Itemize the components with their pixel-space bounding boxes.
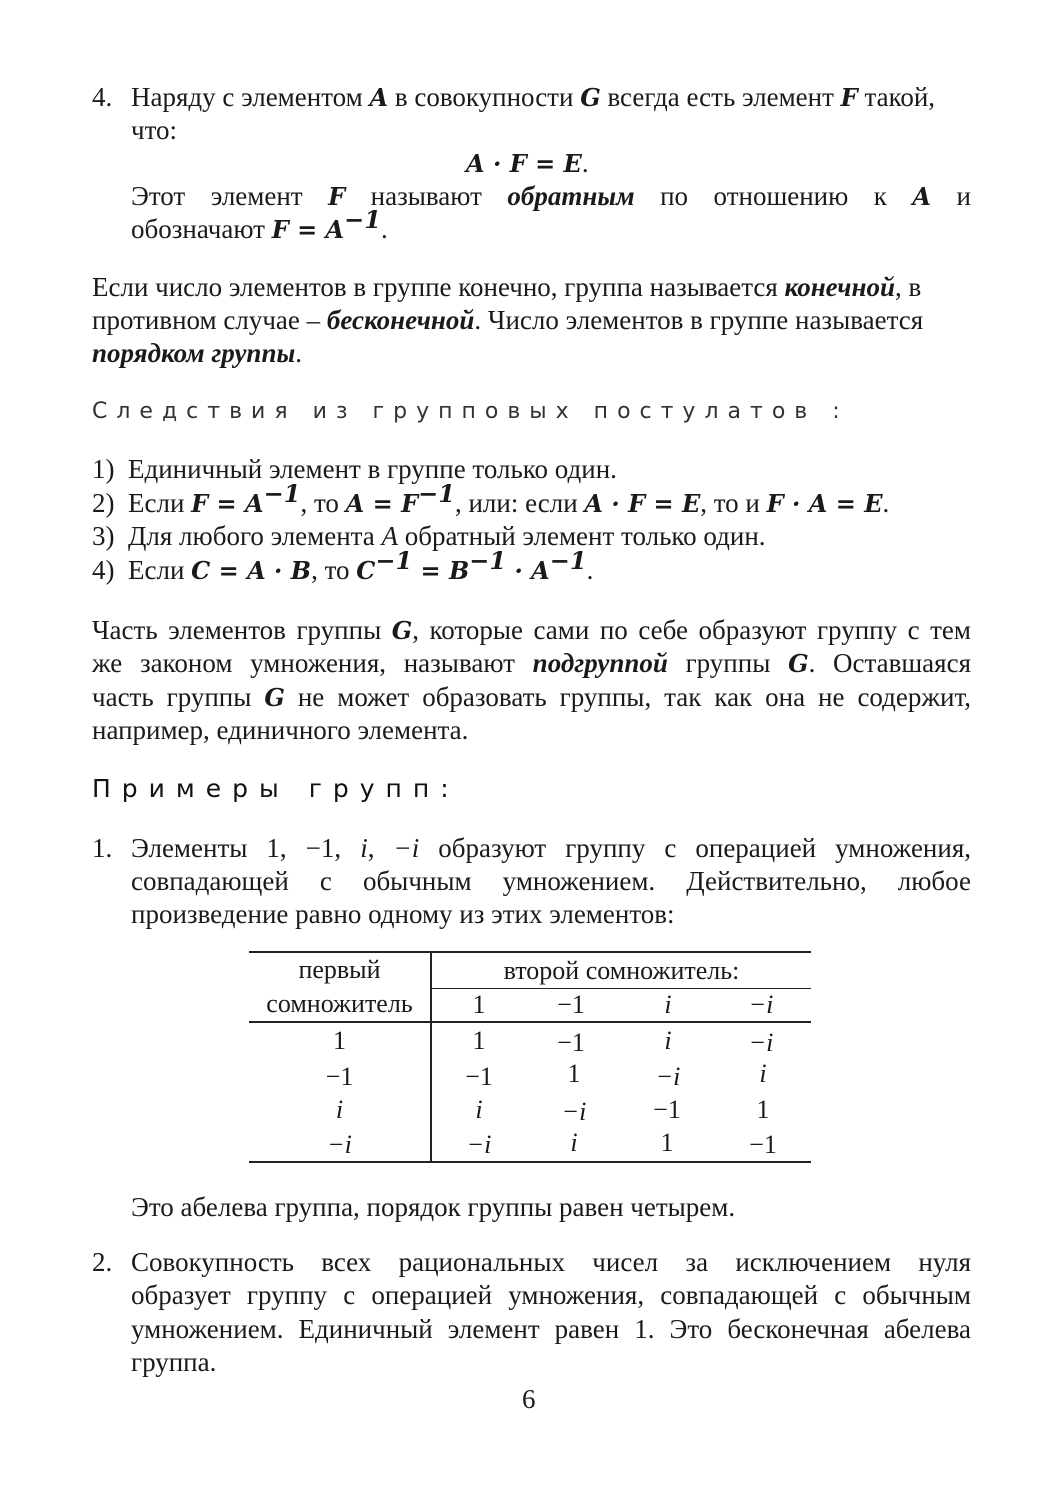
- example-1-number: 1.: [92, 833, 113, 863]
- example-2-line-3: умножением. Единичный элемент равен 1. Это бесконечная абелева: [131, 1314, 971, 1344]
- item-4-line-3: Этот элемент F называют обратным по отношению к A и: [131, 181, 971, 211]
- first-factor-header-1: первый: [298, 955, 381, 984]
- example-1-line-1: Элементы 1, −1, i, −i образуют группу с операцией умножения,: [131, 833, 972, 863]
- example-2-line-2: образует группу с операцией умножения, совпадающей с обычным: [131, 1280, 971, 1310]
- col-header: i: [664, 990, 672, 1019]
- first-factor-header-2: сомножитель: [266, 989, 413, 1018]
- table-bottom-rule: [249, 1161, 811, 1163]
- finite-group-line-1: Если число элементов в группе конечно, группа называется конечной, в: [92, 272, 922, 302]
- item-4-line-2: что:: [131, 115, 178, 145]
- subgroup-line-4: например, единичного элемента.: [92, 715, 469, 745]
- table-cell: −i: [561, 1097, 587, 1126]
- corollary-4: 4) Если C = A · B, то $C^{-1} = B^{-1} \cdot A^{-1}$.: [92, 546, 594, 585]
- row-label: −i: [327, 1130, 352, 1159]
- table-cell: i: [664, 1026, 672, 1055]
- col-header: 1: [472, 990, 486, 1019]
- example-1-line-2: совпадающей с обычным умножением. Действительно, любое: [131, 866, 971, 896]
- table-cell: −1: [749, 1130, 777, 1159]
- corollary-1: 1) Единичный элемент в группе только один.: [92, 454, 617, 484]
- table-cell: i: [475, 1095, 483, 1124]
- corollary-2: 2) Если $F = A^{-1}$, то $A = F^{-1}$, или: если A · F = E, то и F · A = E.: [92, 479, 890, 518]
- row-label: 1: [333, 1026, 346, 1055]
- table-cell: 1: [472, 1026, 486, 1055]
- corollary-3: 3) Для любого элемента A обратный элемент только один.: [92, 521, 766, 551]
- table-cell: 1: [660, 1128, 674, 1157]
- table-cell: −1: [557, 1028, 585, 1057]
- inverse-formula: A · F = E.: [466, 148, 589, 178]
- col-header: −i: [748, 990, 774, 1019]
- table-cell: −i: [466, 1130, 492, 1159]
- table-cell: −i: [748, 1028, 774, 1057]
- corollaries-heading: Следствия из групповых постулатов :: [92, 399, 849, 424]
- examples-heading: Примеры групп:: [92, 774, 460, 803]
- table-cell: −i: [655, 1062, 681, 1091]
- second-factor-header: второй сомножитель:: [503, 956, 740, 985]
- subgroup-line-1: Часть элементов группы G, которые сами по себе образуют группу с тем: [92, 615, 971, 645]
- finite-group-line-3: порядком группы.: [92, 338, 302, 368]
- table-cell: 1: [756, 1095, 770, 1124]
- example-2-line-4: группа.: [131, 1347, 217, 1377]
- table-cell: 1: [567, 1059, 581, 1088]
- table-cell: i: [759, 1059, 767, 1088]
- item-4-number: 4.: [92, 82, 113, 112]
- row-label: −1: [325, 1062, 354, 1091]
- page-number: 6: [522, 1384, 536, 1414]
- row-label: i: [335, 1095, 344, 1124]
- item-4-line-1: Наряду с элементом A в совокупности G всегда есть элемент F такой,: [131, 82, 936, 112]
- finite-group-line-2: противном случае – бесконечной. Число элементов в группе называется: [92, 305, 924, 335]
- subgroup-line-2: же законом умножения, называют подгруппой группы G. Оставшаяся: [92, 648, 971, 678]
- table-cell: i: [570, 1128, 578, 1157]
- table-cell: −1: [465, 1062, 493, 1091]
- multiplication-table: [249, 951, 811, 1163]
- example-1-line-3: произведение равно одному из этих элементов:: [131, 899, 675, 929]
- table-header-rule: [249, 1021, 811, 1023]
- col-header: −1: [557, 990, 585, 1019]
- example-1-note: Это абелева группа, порядок группы равен четырем.: [131, 1192, 736, 1222]
- item-4-line-4: обозначают $F = A^{-1}$.: [131, 205, 388, 244]
- example-2-number: 2.: [92, 1247, 113, 1277]
- example-2-line-1: Совокупность всех рациональных чисел за исключением нуля: [131, 1247, 971, 1277]
- table-cell: −1: [653, 1095, 681, 1124]
- table-top-rule: [249, 951, 811, 953]
- subgroup-line-3: часть группы G не может образовать группы, так как она не содержит,: [92, 682, 971, 712]
